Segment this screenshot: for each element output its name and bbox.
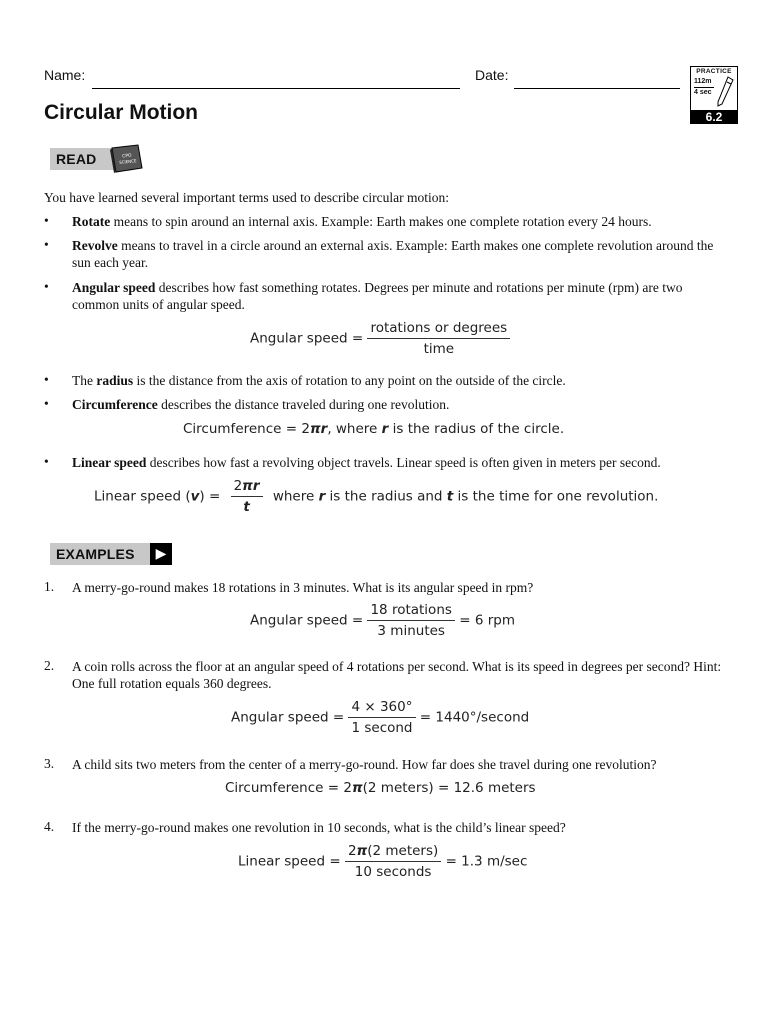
term-text: describes how fast something rotates. Degrees per minute and rotations per minute (rpm) are two common units of angular speed. <box>72 280 683 312</box>
term-text: means to travel in a circle around an external axis. Example: Earth makes one complete revolution around the sun each year. <box>72 238 714 270</box>
bullet: • <box>44 279 49 294</box>
term-text: means to spin around an internal axis. Example: Earth makes one complete rotation every 24 hours. <box>110 214 652 229</box>
formula-fraction <box>367 320 510 357</box>
term-angular-speed <box>72 279 732 313</box>
linear-speed-formula: Linear speed (v) = $\frac{2\pi r}{t}$ where r is the radius and t is the time for one revolution. <box>94 478 659 515</box>
bullet: • <box>44 454 49 469</box>
practice-fraction-bottom: 4 sec <box>694 89 712 96</box>
pencil-icon <box>714 76 734 108</box>
book-text-2: SCIENCE <box>118 158 137 165</box>
page-title: Circular Motion <box>44 101 199 124</box>
practice-fraction-top: 112m <box>694 78 712 85</box>
term-name: Rotate <box>72 214 111 229</box>
name-field-line[interactable] <box>92 88 460 89</box>
example-3-solution: Circumference = 2π(2 meters) = 12.6 meters <box>225 780 536 796</box>
term-revolve <box>72 237 732 271</box>
term-radius <box>72 372 732 389</box>
bullet: • <box>44 372 49 387</box>
book-icon <box>108 144 144 174</box>
bullet: • <box>44 396 49 411</box>
term-rotate <box>72 213 732 230</box>
formula-numerator: rotations or degrees <box>367 320 510 339</box>
term-name: Circumference <box>72 397 158 412</box>
example-1-solution: Angular speed = $\frac{\text{18 rotations}}{\text{3 minutes}}$ = 6 rpm <box>250 602 515 639</box>
angular-speed-formula <box>250 320 510 357</box>
examples-label: EXAMPLES <box>50 543 150 565</box>
name-label: Name: <box>44 67 86 83</box>
term-name: Angular speed <box>72 280 156 295</box>
example-number: 1. <box>44 579 55 594</box>
term-name: radius <box>96 373 134 388</box>
practice-label: PRACTICE <box>696 68 732 75</box>
date-label: Date: <box>475 67 509 83</box>
example-question-2: A coin rolls across the floor at an angular speed of 4 rotations per second. What is its speed in degrees per second? Hint: One full rotation equals 360 degrees. <box>72 659 722 691</box>
example-number: 2. <box>44 658 55 673</box>
book-text-1: CPO <box>122 153 132 160</box>
example-number: 3. <box>44 756 55 771</box>
term-text: describes the distance traveled during one revolution. <box>157 397 450 412</box>
bullet: • <box>44 213 49 228</box>
practice-badge <box>690 66 738 124</box>
example-question-1: A merry-go-round makes 18 rotations in 3 minutes. What is its angular speed in rpm? <box>72 580 534 595</box>
formula-lhs: Angular speed = <box>250 330 364 347</box>
intro-text: You have learned several important terms used to describe circular motion: <box>44 190 450 205</box>
practice-number: 6.2 <box>690 110 738 124</box>
term-name: Linear speed <box>72 455 147 470</box>
term-text: describes how fast a revolving object travels. Linear speed is often given in meters per second. <box>146 455 661 470</box>
play-arrow-icon: ▶ <box>150 543 172 565</box>
example-number: 4. <box>44 819 55 834</box>
term-name: Revolve <box>72 238 118 253</box>
circumference-formula: Circumference = 2πr, where r is the radius of the circle. <box>183 421 565 437</box>
term-linear-speed <box>72 454 732 471</box>
read-label: READ <box>50 148 120 170</box>
example-4-solution: Linear speed = $\frac{\text{2π(2 meters)}}{\text{10 seconds}}$ = 1.3 m/sec <box>238 843 528 880</box>
bullet: • <box>44 237 49 252</box>
formula-denominator: time <box>423 341 455 357</box>
example-2-solution: Angular speed = $\frac{4 \times 360^\circ}{\text{1 second}}$ = 1440°/second <box>231 699 530 736</box>
date-field-line[interactable] <box>514 88 680 89</box>
term-circumference <box>72 396 732 413</box>
term-text: is the distance from the axis of rotation to any point on the outside of the circle. <box>133 373 566 388</box>
example-question-3: A child sits two meters from the center of a merry-go-round. How far does she travel during one revolution? <box>72 757 657 772</box>
term-prefix: The <box>72 373 97 388</box>
example-question-4: If the merry-go-round makes one revolution in 10 seconds, what is the child’s linear speed? <box>72 820 566 835</box>
